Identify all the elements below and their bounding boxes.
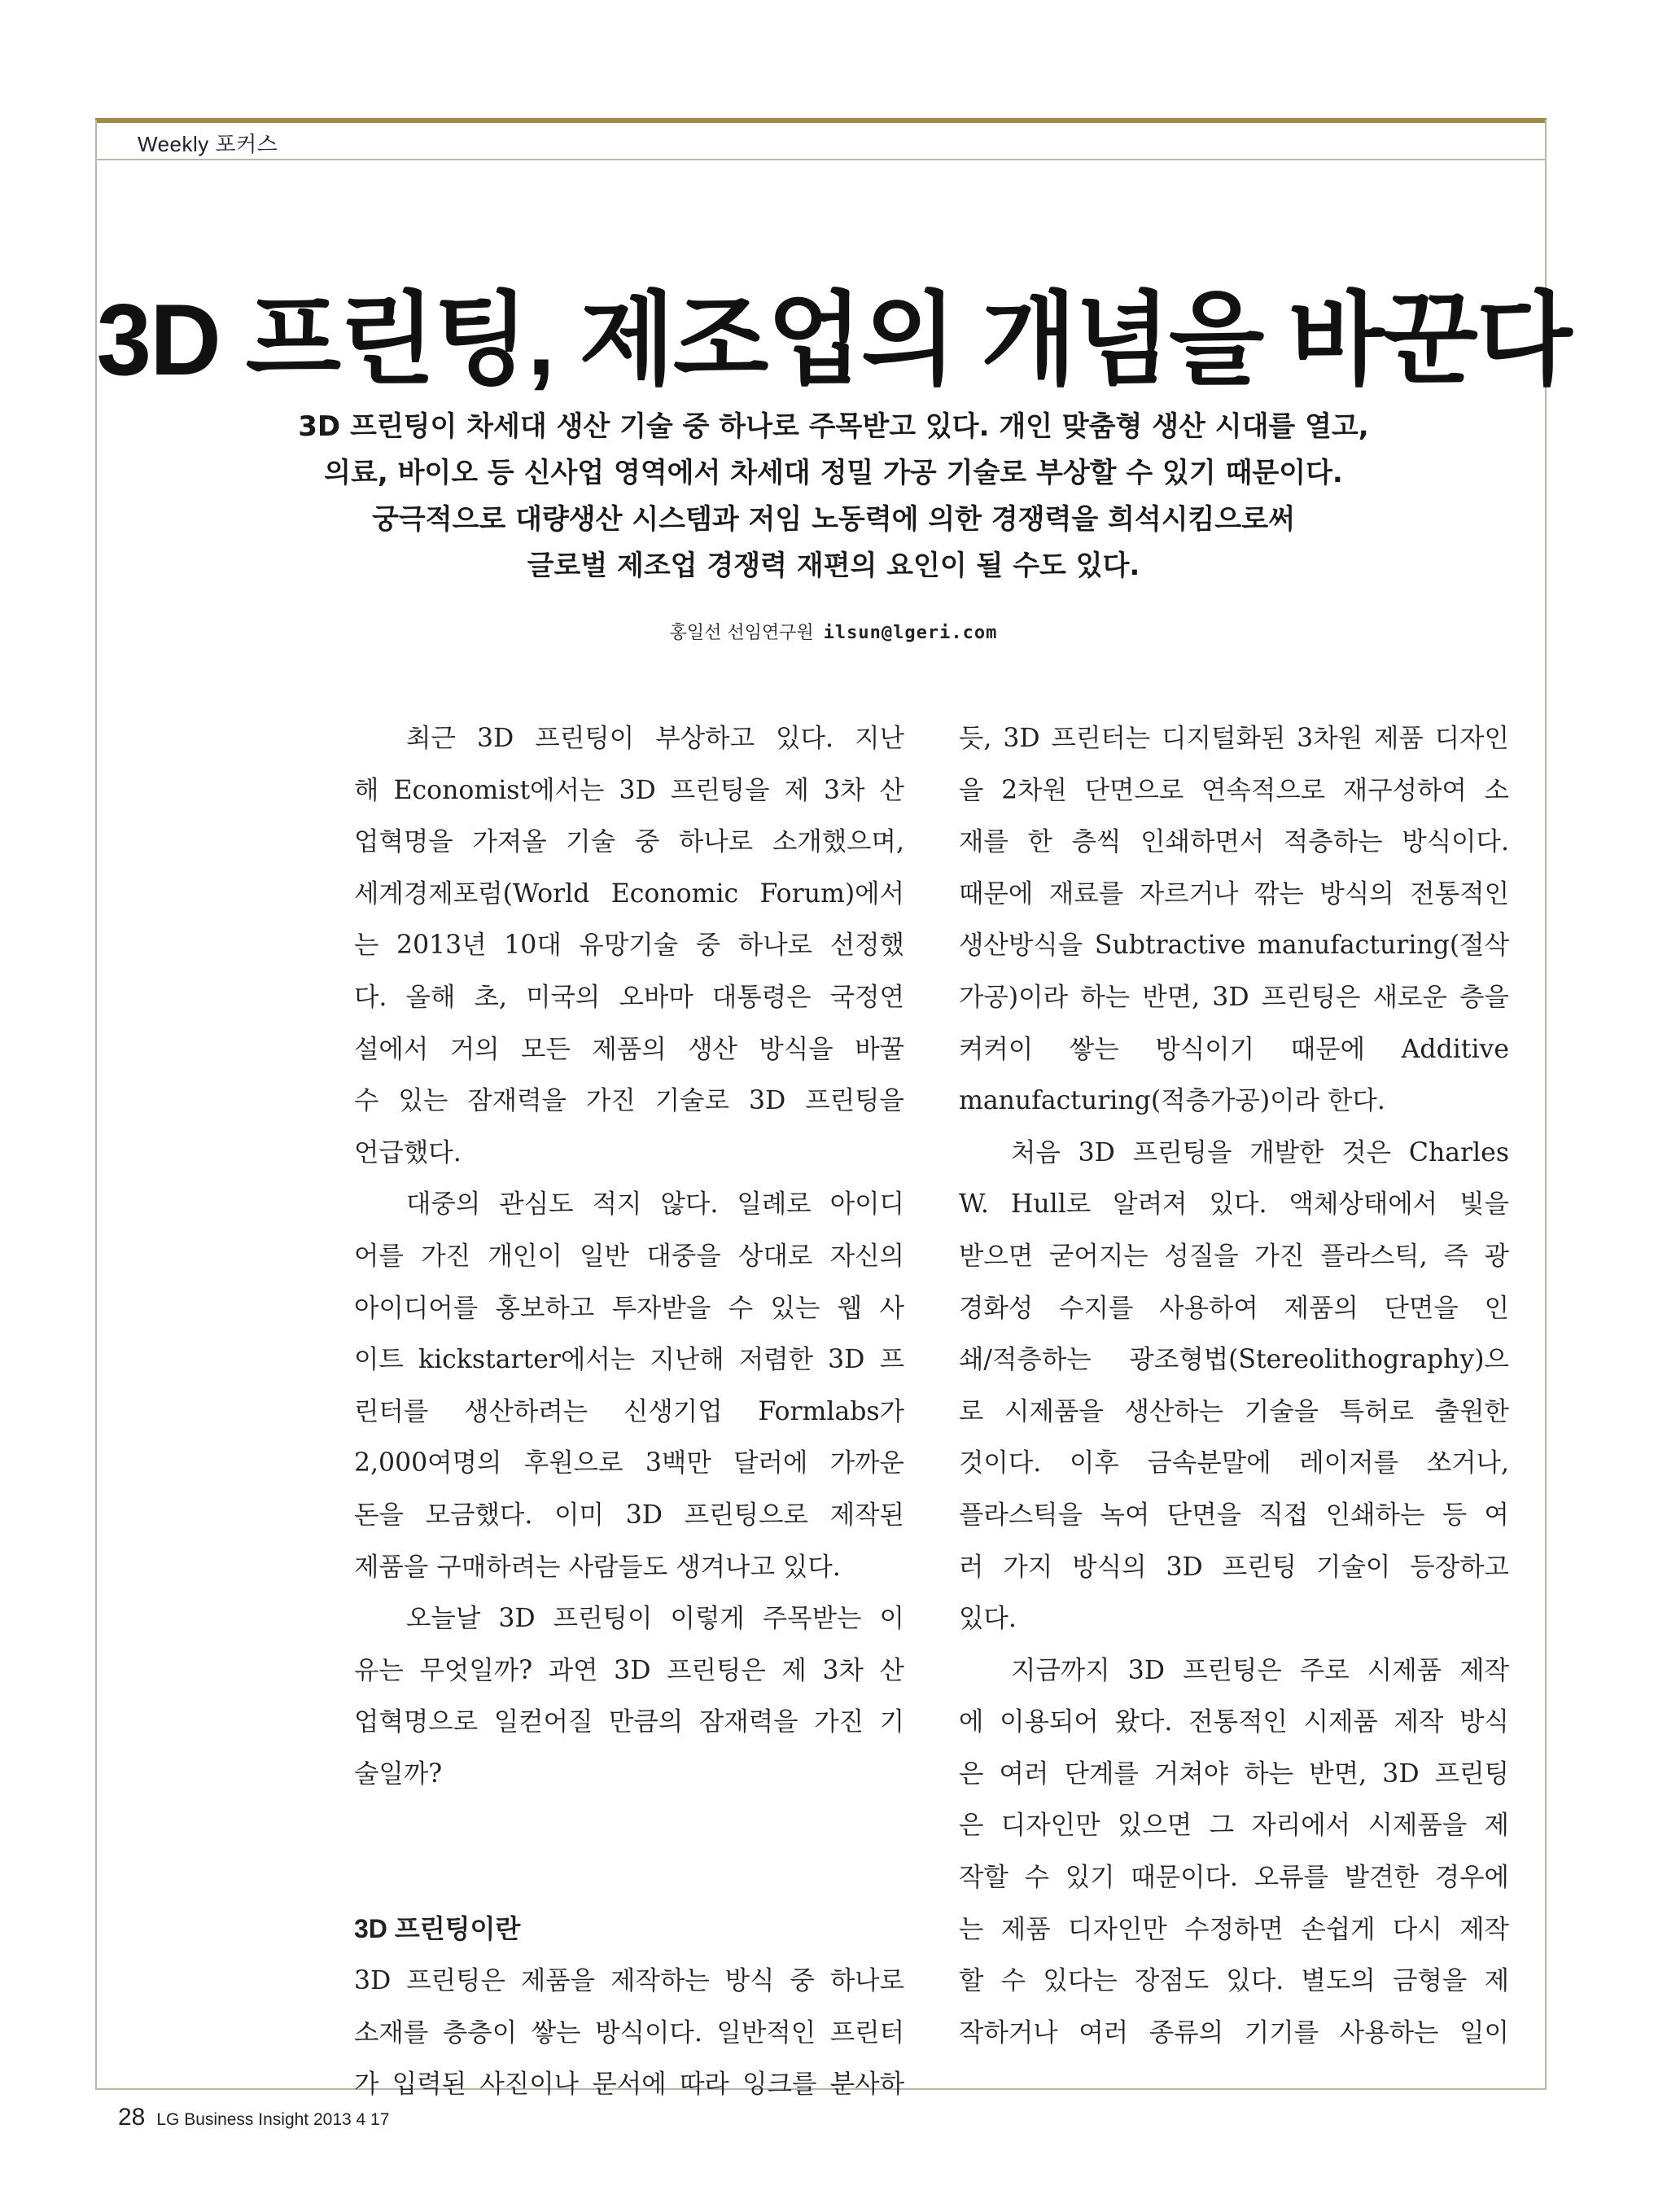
author-email: ilsun@lgeri.com [823,623,998,643]
text-line: 을 2차원 단면으로 연속적으로 재구성하여 소 [959,775,1509,805]
text-line: 가공)이라 하는 반면, 3D 프린팅은 새로운 층을 [959,982,1509,1012]
page-number: 28 [118,2104,146,2131]
text-line: 것이다. 이후 금속분말에 레이저를 쏘거나, [959,1448,1509,1478]
text-line: 할 수 있다는 장점도 있다. 별도의 금형을 제 [959,1966,1509,1996]
text-line: 로 시제품을 생산하는 기술을 특허로 출원한 [959,1396,1509,1426]
paragraph [354,713,904,1179]
text-line: 생산방식을 Subtractive manufacturing(절삭 [959,931,1509,961]
text-line: 켜켜이 쌓는 방식이기 때문에 Additive [959,1034,1509,1064]
paragraph [959,1645,1509,2060]
text-line: 최근 3D 프린팅이 부상하고 있다. 지난 [406,724,904,753]
lead-line: 3D 프린팅이 차세대 생산 기술 중 하나로 주목받고 있다. 개인 맞춤형 생산 시대를 열고, [298,410,1369,443]
byline [0,619,1667,644]
text-line: 플라스틱을 녹여 단면을 직접 인쇄하는 등 여 [959,1500,1509,1530]
text-line: 오늘날 3D 프린팅이 이렇게 주목받는 이 [406,1604,904,1634]
text-line: 처음 3D 프린팅을 개발한 것은 Charles [1011,1137,1509,1167]
text-line: 업혁명을 가져올 기술 중 하나로 소개했으며, [354,827,904,857]
author-name: 홍일선 선임연구원 [669,623,814,643]
text-line: 듯, 3D 프린터는 디지털화된 3차원 제품 디자인 [959,724,1509,753]
text-line: 는 제품 디자인만 수정하면 손쉽게 다시 제작 [959,1914,1509,1944]
text-line: 소재를 층층이 쌓는 방식이다. 일반적인 프린터 [354,2017,904,2048]
text-line: 제품을 구매하려는 사람들도 생겨나고 있다. [354,1552,841,1582]
paragraph [354,1179,904,1593]
text-line: manufacturing(적층가공)이라 한다. [959,1086,1385,1116]
text-line: 설에서 거의 모든 제품의 생산 방식을 바꿀 [354,1034,904,1064]
text-line: 쇄/적층하는 광조형법(Stereolithography)으 [959,1345,1509,1375]
text-line: 술일까? [354,1759,443,1789]
page-footer [118,2104,389,2131]
text-line: W. Hull로 알려져 있다. 액체상태에서 빛을 [959,1189,1509,1220]
paragraph [959,1128,1509,1645]
text-line: 에 이용되어 왔다. 전통적인 시제품 제작 방식 [959,1707,1509,1737]
text-line: 받으면 굳어지는 성질을 가진 플라스틱, 즉 광 [959,1241,1509,1271]
paragraph [354,1593,904,1800]
text-line: 때문에 재료를 자르거나 깎는 방식의 전통적인 [959,878,1509,909]
text-line: 은 디자인만 있으면 그 자리에서 시제품을 제 [959,1811,1509,1841]
text-line: 3D 프린팅은 제품을 제작하는 방식 중 하나로 [354,1966,904,1996]
text-line: 이트 kickstarter에서는 지난해 저렴한 3D 프 [354,1345,904,1375]
text-line: 해 Economist에서는 3D 프린팅을 제 3차 산 [354,775,904,805]
article-lead [0,404,1667,589]
text-line: 돈을 모금했다. 이미 3D 프린팅으로 제작된 [354,1500,904,1530]
text-line: 아이디어를 홍보하고 투자받을 수 있는 웹 사 [354,1293,904,1323]
lead-line: 의료, 바이오 등 신사업 영역에서 차세대 정밀 가공 기술로 부상할 수 있기 때문이다. [324,457,1343,489]
section-label: Weekly 포커스 [138,132,278,156]
text-line: 세계경제포럼(World Economic Forum)에서 [354,878,904,909]
text-line: 업혁명으로 일컫어질 만큼의 잠재력을 가진 기 [354,1707,904,1737]
text-line: 은 여러 단계를 거쳐야 하는 반면, 3D 프린팅 [959,1759,1509,1789]
text-line: 언급했다. [354,1137,462,1167]
text-line: 경화성 수지를 사용하여 제품의 단면을 인 [959,1293,1509,1323]
publication-info: LG Business Insight 2013 4 17 [156,2110,390,2129]
text-line: 린터를 생산하려는 신생기업 Formlabs가 [354,1396,904,1426]
text-line: 수 있는 잠재력을 가진 기술로 3D 프린팅을 [354,1086,904,1116]
text-line: 작하거나 여러 종류의 기기를 사용하는 일이 [959,2017,1509,2048]
paragraph [959,713,1509,1128]
text-line: 지금까지 3D 프린팅은 주로 시제품 제작 [1011,1655,1509,1685]
left-column [354,713,904,2111]
text-line: 러 가지 방식의 3D 프린팅 기술이 등장하고 [959,1552,1509,1582]
article-title: 3D 프린팅, 제조업의 개념을 바꾼다 [96,284,1571,396]
text-line: 2,000여명의 후원으로 3백만 달러에 가까운 [354,1448,904,1478]
lead-line: 궁극적으로 대량생산 시스템과 저임 노동력에 의한 경쟁력을 희석시킴으로써 [372,503,1295,536]
section-gap [354,1800,904,1903]
text-line: 어를 가진 개인이 일반 대중을 상대로 자신의 [354,1241,904,1271]
right-column [959,713,1509,2059]
paragraph [354,1956,904,2111]
text-line: 유는 무엇일까? 과연 3D 프린팅은 제 3차 산 [354,1655,904,1685]
text-line: 다. 올해 초, 미국의 오바마 대통령은 국정연 [354,982,904,1012]
subheading: 3D 프린팅이란 [354,1914,521,1944]
text-line: 는 2013년 10대 유망기술 중 하나로 선정했 [354,931,904,961]
text-line: 작할 수 있기 때문이다. 오류를 발견한 경우에 [959,1863,1509,1893]
text-line: 재를 한 층씩 인쇄하면서 적층하는 방식이다. [959,827,1509,857]
text-line: 있다. [959,1604,1017,1634]
lead-line: 글로벌 제조업 경쟁력 재편의 요인이 될 수도 있다. [527,550,1140,582]
text-line: 대중의 관심도 적지 않다. 일례로 아이디 [406,1189,904,1220]
text-line: 가 입력된 사진이나 문서에 따라 잉크를 분사하 [354,2070,904,2100]
